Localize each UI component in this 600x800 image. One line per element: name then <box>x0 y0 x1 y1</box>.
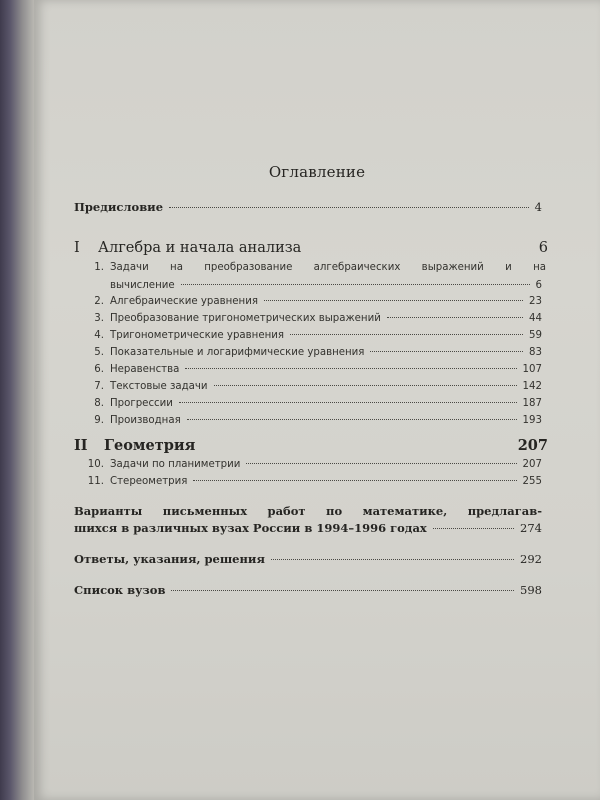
dot-leader <box>193 480 516 481</box>
entry-label: Стереометрия <box>110 476 188 487</box>
entry-label-line1: Варианты письменных работ по математике, предлагав- <box>74 504 542 518</box>
entry-line2 <box>74 521 542 535</box>
dot-leader <box>214 385 517 386</box>
part-number: I <box>74 240 80 256</box>
dot-leader <box>169 207 529 208</box>
toc-entry-universities[interactable] <box>74 583 542 597</box>
entry-page: 142 <box>522 381 542 392</box>
entry-index: 7. <box>94 381 104 392</box>
toc-entry-3[interactable] <box>74 313 542 324</box>
entry-label: Предисловие <box>74 200 164 214</box>
dot-leader <box>181 284 530 285</box>
part-page: 207 <box>517 437 548 454</box>
part-number: II <box>74 437 88 454</box>
toc-entry-2[interactable] <box>74 296 542 307</box>
dot-leader <box>264 300 523 301</box>
entry-page: 59 <box>529 330 542 341</box>
entry-index: 1. <box>94 262 104 273</box>
dot-leader <box>271 559 514 560</box>
entry-index: 9. <box>94 415 104 426</box>
dot-leader <box>370 351 523 352</box>
entry-page: 6 <box>535 280 542 291</box>
entry-index: 11. <box>87 476 104 487</box>
entry-label: Неравенства <box>110 364 180 375</box>
toc-entry-1[interactable] <box>110 280 542 291</box>
dot-leader <box>290 334 523 335</box>
entry-label: Прогрессии <box>110 398 173 409</box>
entry-index: 5. <box>94 347 104 358</box>
entry-page: 274 <box>520 521 542 535</box>
dot-leader <box>171 590 514 591</box>
entry-label: Ответы, указания, решения <box>74 552 265 566</box>
entry-page: 187 <box>522 398 542 409</box>
toc-entry-4[interactable] <box>74 330 542 341</box>
entry-page: 107 <box>522 364 542 375</box>
entry-label-line1: Задачи на преобразование алгебраических выражений и на <box>110 262 546 273</box>
entry-label: Задачи по планиметрии <box>110 459 241 470</box>
entry-index: 6. <box>94 364 104 375</box>
toc-title: Оглавление <box>268 163 366 181</box>
entry-page: 193 <box>522 415 542 426</box>
dot-leader <box>246 463 516 464</box>
entry-page: 207 <box>522 459 542 470</box>
toc-entry-5[interactable] <box>74 347 542 358</box>
entry-index: 2. <box>94 296 104 307</box>
entry-page: 598 <box>520 583 542 597</box>
entry-label: Производная <box>110 415 181 426</box>
entry-label: Тригонометрические уравнения <box>110 330 285 341</box>
entry-label-line2: шихся в различных вузах России в 1994–1996 годах <box>74 521 427 535</box>
dot-leader <box>433 528 514 529</box>
entry-page: 44 <box>529 313 542 324</box>
toc-part-2[interactable] <box>74 437 548 454</box>
toc-entry-9[interactable] <box>74 415 542 426</box>
entry-label: вычисление <box>110 280 175 291</box>
dot-leader <box>187 419 517 420</box>
toc-entry-6[interactable] <box>74 364 542 375</box>
entry-label: Список вузов <box>74 583 166 597</box>
entry-page: 4 <box>534 200 542 214</box>
toc-entry-preface[interactable] <box>74 200 542 214</box>
entry-page: 23 <box>529 296 542 307</box>
toc-part-1[interactable] <box>74 240 548 256</box>
book-page <box>34 0 600 800</box>
entry-page: 255 <box>522 476 542 487</box>
entry-page: 292 <box>520 552 542 566</box>
entry-label: Текстовые задачи <box>110 381 208 392</box>
entry-index: 3. <box>94 313 104 324</box>
dot-leader <box>179 402 517 403</box>
part-page: 6 <box>538 240 548 256</box>
toc-entry-variants[interactable] <box>74 504 542 535</box>
toc-entry-11[interactable] <box>74 476 542 487</box>
dot-leader <box>387 317 523 318</box>
entry-page: 83 <box>529 347 542 358</box>
toc-entry-7[interactable] <box>74 381 542 392</box>
toc-entry-answers[interactable] <box>74 552 542 566</box>
entry-index: 10. <box>87 459 104 470</box>
entry-label: Показательные и логарифмические уравнения <box>110 347 365 358</box>
entry-label: Преобразование тригонометрических выражений <box>110 313 381 324</box>
toc-entry-10[interactable] <box>74 459 542 470</box>
toc-entry-8[interactable] <box>74 398 542 409</box>
part-title: Геометрия <box>104 437 196 454</box>
entry-index: 8. <box>94 398 104 409</box>
part-title: Алгебра и начала анализа <box>98 240 302 256</box>
entry-label: Алгебраические уравнения <box>110 296 258 307</box>
entry-index: 4. <box>94 330 104 341</box>
dot-leader <box>185 368 516 369</box>
